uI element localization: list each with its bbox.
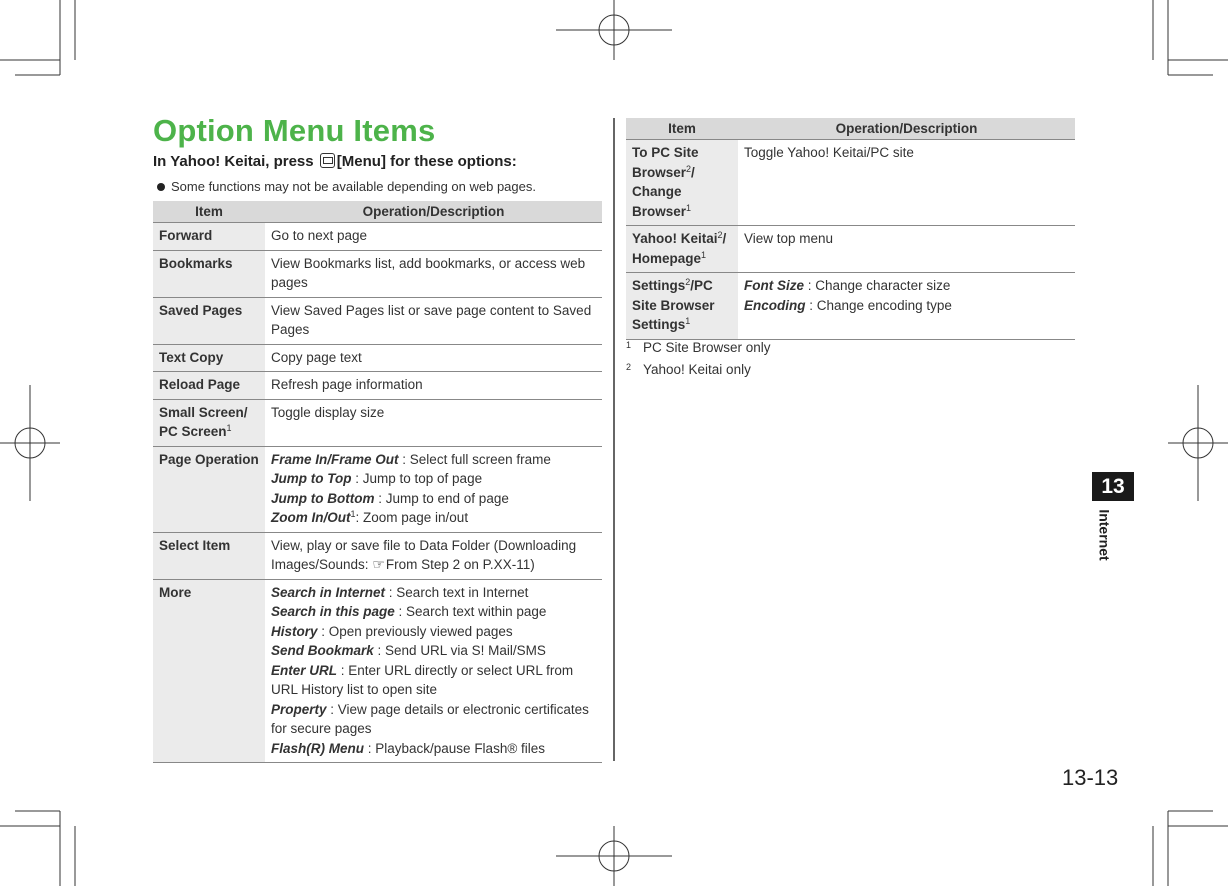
row-item: Forward [153, 223, 265, 251]
footnote-mark: 2 [626, 361, 632, 372]
footnote [626, 336, 771, 358]
footnote-ref: 2 [717, 230, 723, 240]
row-desc: View top menu [738, 226, 1075, 273]
footnotes [626, 336, 771, 379]
row-desc [738, 273, 1075, 340]
item-line: Site Browser [632, 297, 715, 313]
op-text: : Zoom page in/out [355, 510, 469, 525]
desc-text: From Step 2 on P.XX-11) [385, 557, 535, 572]
row-item: Reload Page [153, 372, 265, 400]
row-desc [265, 532, 602, 579]
row-item [153, 399, 265, 446]
mail-key-icon [320, 153, 335, 168]
op-name: Search in this page [271, 604, 395, 619]
header-item: Item [153, 201, 265, 223]
table-header-row [153, 201, 602, 223]
op-name: Jump to Top [271, 471, 352, 486]
footnote-ref: 1 [686, 202, 692, 213]
header-description: Operation/Description [265, 201, 602, 223]
footnote-ref: 2 [685, 277, 691, 287]
op-text: : Search text in Internet [385, 584, 529, 600]
pointing-hand-icon: ☞ [372, 556, 385, 572]
row-item [626, 140, 738, 226]
op-name: Jump to Bottom [271, 490, 375, 506]
header-description: Operation/Description [738, 118, 1075, 140]
op-text: : View page details or electronic certificates for secure pages [271, 701, 589, 736]
row-item [626, 273, 738, 340]
item-line: Change [632, 184, 682, 199]
table-row [153, 250, 602, 297]
op-text: : Jump to top of page [351, 471, 483, 486]
table-row [626, 140, 1075, 226]
op-text: : Enter URL directly or select URL from URL History list to open site [271, 662, 574, 697]
table-header-row [626, 118, 1075, 140]
row-item [626, 226, 738, 273]
row-desc: Toggle Yahoo! Keitai/PC site [738, 140, 1075, 226]
op-name: Send Bookmark [271, 643, 374, 658]
settings-table [626, 118, 1075, 340]
table-row [153, 532, 602, 579]
row-desc: Toggle display size [265, 399, 602, 446]
row-desc [265, 579, 602, 763]
row-item: More [153, 579, 265, 763]
item-line: Browser [632, 203, 687, 219]
op-name: Enter URL [271, 662, 338, 678]
footnote-ref: 1 [226, 423, 232, 433]
page-number: 13-13 [1062, 765, 1119, 790]
op-text: : Playback/pause Flash® files [364, 740, 546, 756]
bullet-icon [157, 183, 165, 191]
op-name: Flash(R) Menu [271, 740, 364, 756]
row-desc [265, 446, 602, 532]
op-text: : Open previously viewed pages [317, 623, 513, 639]
item-line: PC Screen [159, 424, 227, 439]
row-item: Bookmarks [153, 250, 265, 297]
bullet-note [157, 179, 536, 194]
bullet-text: Some functions may not be available depending on web pages. [171, 179, 536, 194]
intro-suffix: [Menu] for these options: [336, 153, 517, 170]
row-desc: Go to next page [265, 223, 602, 251]
op-name: History [271, 623, 318, 639]
row-desc: Copy page text [265, 344, 602, 372]
op-text: : Change encoding type [805, 297, 952, 313]
page-title: Option Menu Items [153, 113, 436, 148]
op-text: : Select full screen frame [398, 451, 551, 467]
op-text: : Send URL via S! Mail/SMS [373, 643, 546, 658]
op-name: Frame In/Frame Out [271, 451, 399, 467]
intro-prefix: In Yahoo! Keitai, press [153, 153, 318, 170]
footnote-ref: 1 [350, 509, 356, 519]
table-row [153, 223, 602, 251]
item-line: Small Screen/ [159, 404, 248, 420]
row-item: Select Item [153, 532, 265, 579]
op-text: : Search text within page [394, 604, 547, 619]
op-name: Zoom In/Out [271, 510, 351, 525]
table-row [153, 297, 602, 344]
row-desc: View Bookmarks list, add bookmarks, or access web pages [265, 250, 602, 297]
op-text: : Change character size [804, 278, 951, 293]
item-line: Browser [632, 164, 687, 180]
op-name: Search in Internet [271, 584, 386, 600]
table-row [153, 446, 602, 532]
row-item: Page Operation [153, 446, 265, 532]
op-text: : Jump to end of page [374, 490, 509, 506]
row-desc: Refresh page information [265, 372, 602, 400]
table-row [153, 372, 602, 400]
options-table [153, 201, 602, 763]
row-item: Saved Pages [153, 297, 265, 344]
item-line-tail: / [722, 231, 727, 246]
table-row [626, 273, 1075, 340]
item-line: Settings [632, 317, 686, 332]
item-line-tail: /PC [690, 278, 713, 293]
footnote-text: PC Site Browser only [643, 340, 771, 355]
footnote-ref: 1 [685, 316, 691, 326]
item-line-tail: / [691, 164, 695, 180]
footnote-ref: 2 [686, 163, 692, 174]
footnote-ref: 1 [701, 249, 707, 260]
item-line: Yahoo! Keitai [632, 231, 718, 246]
desc-text: View, play or save file to Data Folder (Downloading Images/Sounds: [271, 537, 577, 572]
row-item: Text Copy [153, 344, 265, 372]
chapter-label-text: Internet [1096, 509, 1113, 561]
header-item: Item [626, 118, 738, 140]
op-name: Encoding [744, 297, 806, 313]
table-row [153, 399, 602, 446]
op-name: Property [271, 701, 327, 717]
op-name: Font Size [744, 278, 804, 293]
column-divider [613, 118, 615, 761]
chapter-number-tab: 13 [1092, 472, 1134, 501]
footnote-mark: 1 [626, 340, 632, 350]
item-line: Homepage [632, 250, 702, 266]
table-row [153, 344, 602, 372]
item-line: Settings [632, 278, 686, 293]
footnote-text: Yahoo! Keitai only [643, 361, 751, 377]
footnote [626, 358, 771, 380]
chapter-label [1096, 505, 1123, 575]
table-row [626, 226, 1075, 273]
item-line: To PC Site [632, 145, 699, 160]
row-desc: View Saved Pages list or save page content to Saved Pages [265, 297, 602, 344]
intro-text [153, 153, 517, 170]
table-row [153, 579, 602, 763]
